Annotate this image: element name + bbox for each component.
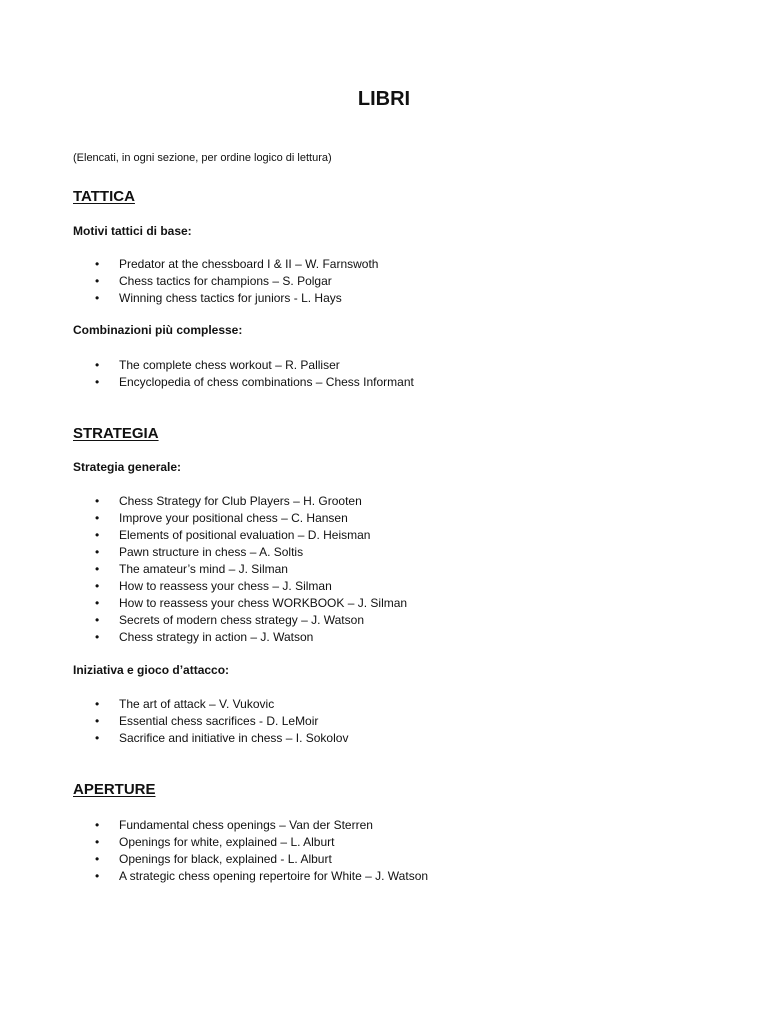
sub-heading-motivi-tattici: Motivi tattici di base: — [73, 224, 192, 238]
book-list — [73, 256, 378, 307]
bullet-icon: • — [95, 852, 100, 866]
bullet-icon: • — [95, 257, 100, 271]
book-item — [73, 851, 428, 868]
book-title: Chess tactics for champions – S. Polgar — [119, 274, 332, 288]
page-title: LIBRI — [357, 88, 411, 110]
book-title: How to reassess your chess WORKBOOK – J. Silman — [119, 596, 408, 610]
sub-heading-iniziativa: Iniziativa e gioco d’attacco: — [73, 663, 230, 677]
sub-heading-combinazioni: Combinazioni più complesse: — [73, 323, 243, 337]
book-title: Secrets of modern chess strategy – J. Watson — [119, 613, 364, 627]
book-item — [73, 696, 348, 713]
book-title: Fundamental chess openings – Van der Sterren — [119, 818, 373, 832]
book-item — [73, 357, 414, 374]
book-item — [73, 817, 428, 834]
book-list — [73, 696, 348, 747]
book-title: How to reassess your chess – J. Silman — [119, 579, 332, 593]
book-item — [73, 730, 348, 747]
section-heading-strategia: STRATEGIA — [73, 425, 159, 442]
book-item — [73, 493, 407, 510]
book-title: Pawn structure in chess – A. Soltis — [119, 545, 304, 559]
book-title: Winning chess tactics for juniors - L. Hays — [119, 291, 342, 305]
bullet-icon: • — [95, 697, 100, 711]
bullet-icon: • — [95, 494, 100, 508]
bullet-icon: • — [95, 511, 100, 525]
book-item — [73, 256, 378, 273]
bullet-icon: • — [95, 869, 100, 883]
book-list — [73, 357, 414, 391]
book-title: Encyclopedia of chess combinations – Chess Informant — [119, 375, 414, 389]
book-list — [73, 817, 428, 885]
book-title: Openings for black, explained - L. Alburt — [119, 852, 332, 866]
bullet-icon: • — [95, 596, 100, 610]
book-item — [73, 374, 414, 391]
bullet-icon: • — [95, 835, 100, 849]
book-title: Openings for white, explained – L. Alburt — [119, 835, 335, 849]
bullet-icon: • — [95, 528, 100, 542]
bullet-icon: • — [95, 545, 100, 559]
book-title: The art of attack – V. Vukovic — [119, 697, 275, 711]
book-item — [73, 612, 407, 629]
book-item — [73, 713, 348, 730]
bullet-icon: • — [95, 818, 100, 832]
book-title: Predator at the chessboard I & II – W. Farnswoth — [119, 257, 379, 271]
bullet-icon: • — [95, 731, 100, 745]
book-title: Improve your positional chess – C. Hansen — [119, 511, 348, 525]
book-list — [73, 493, 407, 646]
book-item — [73, 868, 428, 885]
book-title: Essential chess sacrifices - D. LeMoir — [119, 714, 319, 728]
book-title: A strategic chess opening repertoire for White – J. Watson — [119, 869, 429, 883]
book-title: The complete chess workout – R. Palliser — [119, 358, 340, 372]
book-item — [73, 290, 378, 307]
book-title: The amateur’s mind – J. Silman — [119, 562, 288, 576]
section-heading-tattica: TATTICA — [73, 188, 135, 205]
book-title: Sacrifice and initiative in chess – I. Sokolov — [119, 731, 349, 745]
bullet-icon: • — [95, 358, 100, 372]
bullet-icon: • — [95, 714, 100, 728]
book-item — [73, 595, 407, 612]
book-item — [73, 527, 407, 544]
bullet-icon: • — [95, 613, 100, 627]
book-item — [73, 578, 407, 595]
book-item — [73, 561, 407, 578]
bullet-icon: • — [95, 375, 100, 389]
book-item — [73, 834, 428, 851]
book-item — [73, 273, 378, 290]
book-item — [73, 544, 407, 561]
intro-note: (Elencati, in ogni sezione, per ordine logico di lettura) — [73, 152, 332, 164]
book-item — [73, 629, 407, 646]
bullet-icon: • — [95, 562, 100, 576]
book-title: Elements of positional evaluation – D. Heisman — [119, 528, 371, 542]
book-title: Chess strategy in action – J. Watson — [119, 630, 314, 644]
bullet-icon: • — [95, 274, 100, 288]
book-item — [73, 510, 407, 527]
sub-heading-strategia-generale: Strategia generale: — [73, 460, 182, 474]
book-title: Chess Strategy for Club Players – H. Grooten — [119, 494, 362, 508]
bullet-icon: • — [95, 579, 100, 593]
bullet-icon: • — [95, 291, 100, 305]
bullet-icon: • — [95, 630, 100, 644]
section-heading-aperture: APERTURE — [73, 781, 156, 798]
